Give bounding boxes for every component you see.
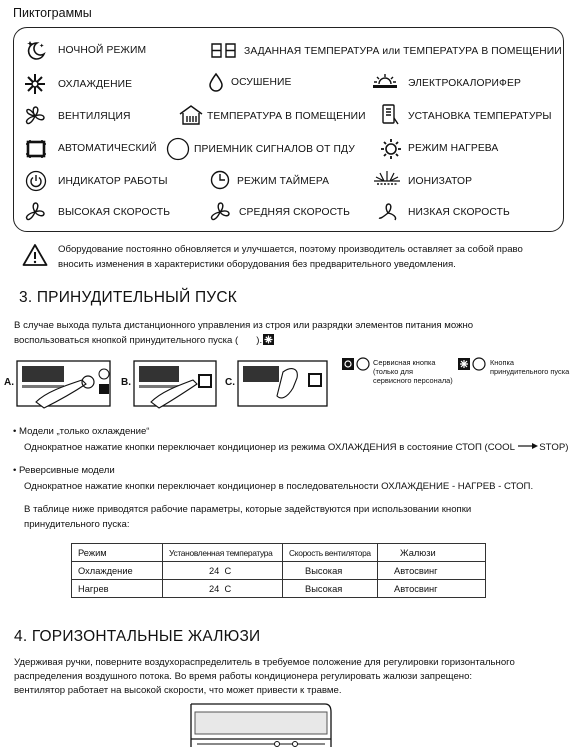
fan-low-icon — [377, 202, 399, 222]
legend-label-fan-high: ВЫСОКАЯ СКОРОСТЬ — [58, 207, 171, 218]
room-temperature-icon — [178, 104, 204, 126]
legend-label-ventilation: ВЕНТИЛЯЦИЯ — [58, 111, 131, 122]
table-header-cell: Установленная температура — [163, 544, 283, 562]
legend-label-ir-receiver: ПРИЕМНИК СИГНАЛОВ ОТ ПДУ — [194, 144, 355, 155]
figure-a-illustration — [16, 358, 113, 410]
temperature-unit: C — [224, 565, 232, 576]
timer-icon — [210, 170, 230, 190]
arrow-icon — [517, 442, 539, 453]
bullet-reversible-title: Реверсивные модели — [19, 465, 115, 476]
set-temperature-display-icon — [210, 42, 238, 59]
cool-only-text-b: STOP) — [539, 442, 569, 453]
forced-caption-line-2: принудительного пуска — [490, 367, 570, 376]
section-4-line-1: Удерживая ручки, поверните воздухораспределитель в требуемое положение для регулировки горизонтального — [14, 657, 515, 668]
temperature-setting-icon — [381, 103, 399, 127]
warning-triangle-icon — [22, 243, 48, 267]
forced-start-inline-icon — [263, 334, 274, 345]
table-cell-temperature — [163, 580, 283, 598]
table-cell: Нагрев — [72, 580, 163, 598]
pictograms-legend-box — [13, 27, 564, 232]
legend-label-auto-mode: АВТОМАТИЧЕСКИЙ — [58, 143, 157, 154]
section-4-line-3: вентилятор работает на высокой скорости, что может привести к травме. — [14, 685, 342, 696]
section-3-intro-line-2 — [14, 333, 274, 348]
bullet-cool-only-text — [24, 440, 568, 455]
table-row — [72, 562, 486, 580]
forced-caption-line-1: Кнопка — [490, 358, 515, 367]
bullet-reversible-text: Однократное нажатие кнопки переключает кондиционер в последовательности ОХЛАЖДЕНИЕ - НАГРЕВ - СТОП. — [24, 481, 534, 492]
temperature-value: 24 — [209, 583, 220, 594]
bullet-dot: • — [13, 426, 17, 437]
intro-text: воспользоваться кнопкой принудительного пуска ( — [14, 335, 239, 346]
service-caption-line-1: Сервисная кнопка — [373, 358, 436, 367]
section-3-title: 3. ПРИНУДИТЕЛЬНЫЙ ПУСК — [19, 289, 237, 306]
ventilation-icon — [24, 105, 46, 127]
section-4-line-2: распределения воздушного потока. Во время работы кондиционера регулировать жалюзи запрещено: — [14, 671, 473, 682]
table-header-cell: Скорость вентилятора — [283, 544, 378, 562]
ionizer-icon — [373, 170, 401, 188]
legend-label-cooling: ОХЛАЖДЕНИЕ — [58, 79, 133, 90]
service-button-caption — [373, 358, 453, 385]
fan-medium-icon — [209, 201, 231, 223]
legend-label-power-indicator: ИНДИКАТОР РАБОТЫ — [58, 176, 168, 187]
temperature-unit: C — [224, 583, 232, 594]
section-4-title: 4. ГОРИЗОНТАЛЬНЫЕ ЖАЛЮЗИ — [14, 628, 261, 645]
cool-only-text-a: Однократное нажатие кнопки переключает кондиционер из режима ОХЛАЖДЕНИЯ в состояние СТОП (COOL — [24, 442, 518, 453]
cooling-icon — [24, 73, 46, 95]
table-intro-line-1: В таблице ниже приводятся рабочие параметры, которые задействуются при использовании кнопки — [24, 504, 472, 515]
figure-b-illustration — [133, 358, 218, 410]
table-cell: Автосвинг — [378, 562, 486, 580]
table-cell: Охлаждение — [72, 562, 163, 580]
heating-mode-icon — [380, 138, 402, 160]
legend-label-dehumidify: ОСУШЕНИЕ — [231, 77, 292, 88]
auto-mode-icon — [25, 139, 47, 159]
figure-c-illustration — [237, 358, 329, 410]
service-caption-line-3: сервисного персонала) — [373, 376, 453, 385]
dehumidify-drop-icon — [208, 72, 224, 92]
power-indicator-icon — [25, 170, 47, 192]
night-mode-icon — [25, 40, 47, 60]
table-header-row — [72, 544, 486, 562]
table-header-cell: Режим — [72, 544, 163, 562]
table-row — [72, 580, 486, 598]
legend-label-room-temperature: ТЕМПЕРАТУРА В ПОМЕЩЕНИИ — [207, 111, 366, 122]
figure-label-a: A. — [4, 377, 14, 388]
figure-label-b: B. — [121, 377, 131, 388]
temperature-value: 24 — [209, 565, 220, 576]
table-cell: Высокая — [283, 580, 378, 598]
legend-label-electric-heater: ЭЛЕКТРОКАЛОРИФЕР — [408, 78, 521, 89]
service-caption-line-2: (только для — [373, 367, 413, 376]
ir-receiver-icon — [166, 137, 190, 161]
fan-high-icon — [24, 201, 46, 223]
legend-label-set-temperature: ЗАДАННАЯ ТЕМПЕРАТУРА или ТЕМПЕРАТУРА В ПОМЕЩЕНИИ — [244, 46, 562, 57]
intro-end: ). — [256, 335, 263, 346]
table-intro-line-2: принудительного пуска: — [24, 519, 130, 530]
table-cell: Автосвинг — [378, 580, 486, 598]
warning-line-2: вносить изменения в характеристики оборудования без предварительного уведомления. — [58, 259, 456, 270]
legend-label-timer: РЕЖИМ ТАЙМЕРА — [237, 176, 330, 187]
pictograms-title: Пиктограммы — [13, 6, 92, 20]
legend-label-heating-mode: РЕЖИМ НАГРЕВА — [408, 143, 499, 154]
service-button-icon — [341, 357, 371, 371]
warning-line-1: Оборудование постоянно обновляется и улучшается, поэтому производитель оставляет за собой право — [58, 244, 523, 255]
forced-start-button-caption — [490, 358, 569, 376]
bullet-dot: • — [13, 465, 17, 476]
legend-label-fan-medium: СРЕДНЯЯ СКОРОСТЬ — [239, 207, 351, 218]
electric-heater-icon — [371, 72, 399, 90]
legend-label-ionizer: ИОНИЗАТОР — [408, 176, 473, 187]
bullet-cool-only — [13, 424, 150, 439]
table-header-cell: Жалюзи — [378, 544, 486, 562]
indoor-unit-illustration — [185, 702, 337, 747]
warning-text — [58, 242, 558, 272]
table-cell: Высокая — [283, 562, 378, 580]
legend-label-fan-low: НИЗКАЯ СКОРОСТЬ — [408, 207, 510, 218]
legend-label-night-mode: НОЧНОЙ РЕЖИМ — [58, 45, 147, 56]
section-3-intro-line-1: В случае выхода пульта дистанционного управления из строя или разрядки элементов питания можно — [14, 320, 474, 331]
forced-start-button-icon — [457, 357, 487, 371]
bullet-cool-only-title: Модели „только охлаждение“ — [19, 426, 150, 437]
table-cell-temperature — [163, 562, 283, 580]
bullet-reversible — [13, 463, 115, 478]
figure-label-c: C. — [225, 377, 235, 388]
forced-start-parameters-table — [71, 543, 486, 598]
legend-label-temperature-setting: УСТАНОВКА ТЕМПЕРАТУРЫ — [408, 111, 552, 122]
